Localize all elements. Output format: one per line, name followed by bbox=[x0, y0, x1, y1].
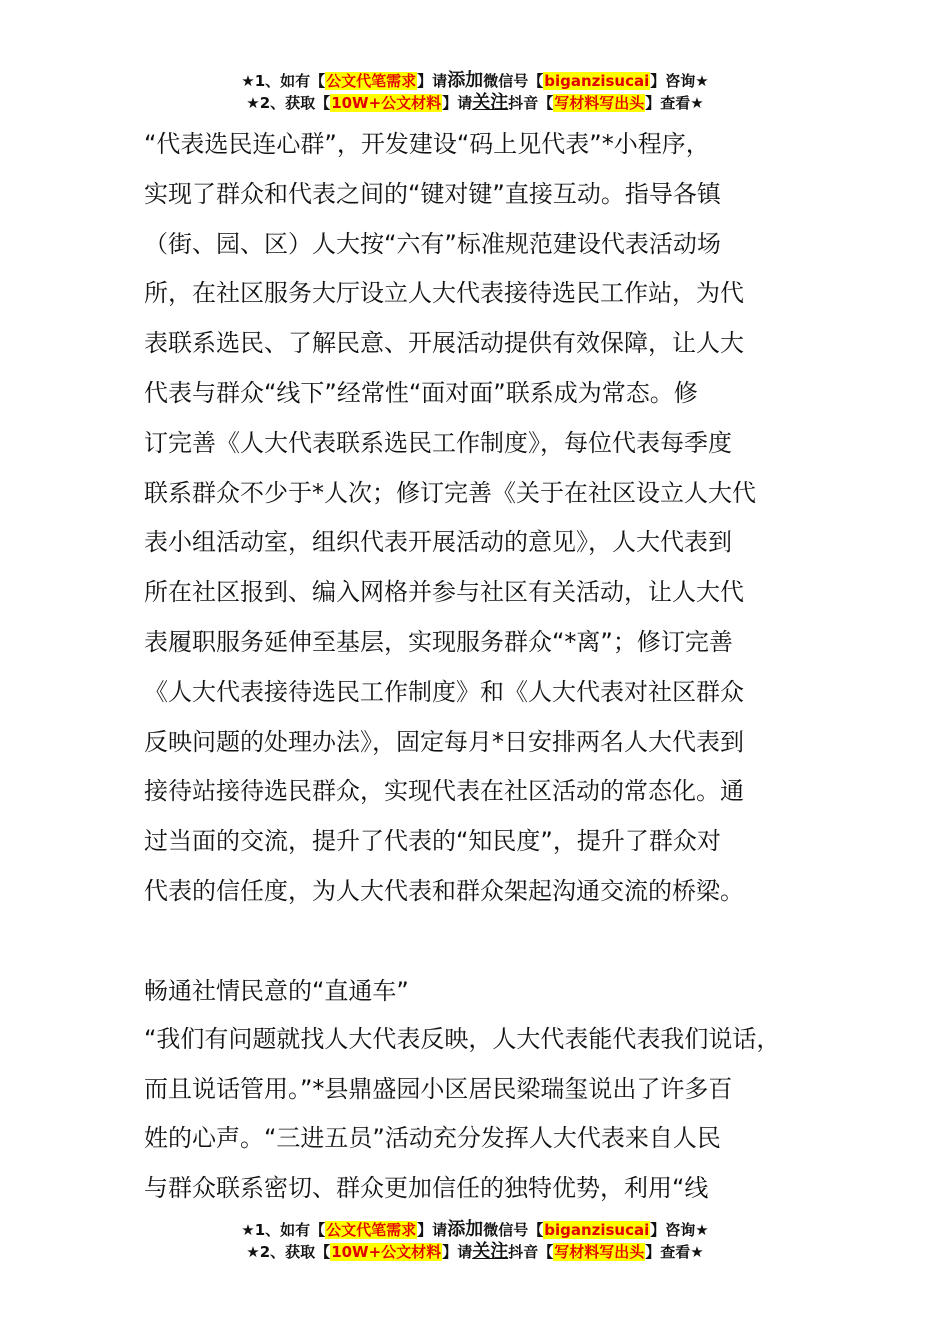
banner-text: 2、获取【 bbox=[259, 1243, 331, 1261]
banner-line-2 bbox=[0, 1241, 950, 1263]
banner-text-follow: 关注 bbox=[472, 1241, 509, 1262]
banner-text-follow: 关注 bbox=[472, 92, 509, 113]
text-line: 而且说话管用。”*县鼎盛园小区居民梁瑞玺说出了许多百 bbox=[144, 1074, 733, 1103]
banner-text: 】请 bbox=[417, 72, 448, 90]
text-line: 过当面的交流，提升了代表的“知民度”，提升了群众对 bbox=[144, 827, 721, 856]
paragraph-2 bbox=[144, 1015, 844, 1214]
star-icon: ★ bbox=[241, 72, 255, 90]
banner-text: 微信号【 bbox=[483, 72, 544, 90]
banner-text: 】请 bbox=[417, 1221, 448, 1239]
text-line: 姓的心声。“三进五员”活动充分发挥人大代表来自人民 bbox=[144, 1124, 721, 1153]
highlight-service: 公文代笔需求 bbox=[326, 72, 417, 90]
banner-line-1 bbox=[0, 70, 950, 92]
text-line: 反映问题的处理办法》，固定每月*日安排两名人大代表到 bbox=[144, 727, 744, 756]
banner-text: 】咨询 bbox=[650, 72, 696, 90]
text-line: 表小组活动室，组织代表开展活动的意见》，人大代表到 bbox=[144, 528, 732, 557]
document-body bbox=[144, 120, 844, 1214]
header-banner bbox=[0, 70, 950, 114]
highlight-service: 公文代笔需求 bbox=[326, 1221, 417, 1239]
highlight-wechat-id: biganzisucai bbox=[544, 72, 650, 90]
star-icon: ★ bbox=[690, 1243, 704, 1261]
text-line: “代表选民连心群”，开发建设“码上见代表”*小程序， bbox=[144, 130, 710, 158]
star-icon: ★ bbox=[690, 94, 704, 112]
banner-text: 1、如有【 bbox=[254, 72, 326, 90]
banner-line-1 bbox=[0, 1219, 950, 1241]
banner-text: 】查看 bbox=[645, 1243, 691, 1261]
highlight-materials: 10W+公文材料 bbox=[331, 94, 442, 112]
banner-text: 】咨询 bbox=[650, 1221, 696, 1239]
text-line: 与群众联系密切、群众更加信任的独特优势，利用“线 bbox=[144, 1174, 709, 1203]
highlight-douyin-account: 写材料写出头 bbox=[554, 94, 645, 112]
banner-text: 微信号【 bbox=[483, 1221, 544, 1239]
highlight-douyin-account: 写材料写出头 bbox=[554, 1243, 645, 1261]
banner-text-add: 添加 bbox=[447, 70, 484, 91]
text-line: （街、园、区）人大按“六有”标准规范建设代表活动场 bbox=[144, 229, 721, 258]
highlight-wechat-id: biganzisucai bbox=[544, 1221, 650, 1239]
text-line: 接待站接待选民群众，实现代表在社区活动的常态化。通 bbox=[144, 777, 744, 806]
banner-text: 】请 bbox=[442, 94, 473, 112]
banner-text: 1、如有【 bbox=[254, 1221, 326, 1239]
star-icon: ★ bbox=[241, 1221, 255, 1239]
text-line: 代表与群众“线下”经常性“面对面”联系成为常态。修 bbox=[144, 378, 698, 407]
banner-text: 】请 bbox=[442, 1243, 473, 1261]
banner-text: 抖音【 bbox=[508, 1243, 554, 1261]
paragraph-spacer bbox=[144, 917, 844, 967]
banner-text: 抖音【 bbox=[508, 94, 554, 112]
highlight-materials: 10W+公文材料 bbox=[331, 1243, 442, 1261]
banner-text: 2、获取【 bbox=[259, 94, 331, 112]
star-icon: ★ bbox=[695, 1221, 709, 1239]
text-line: 实现了群众和代表之间的“键对键”直接互动。指导各镇 bbox=[144, 179, 721, 208]
text-line: 表联系选民、了解民意、开展活动提供有效保障，让人大 bbox=[144, 329, 744, 358]
paragraph-1 bbox=[144, 120, 844, 917]
star-icon: ★ bbox=[695, 72, 709, 90]
text-line: 代表的信任度，为人大代表和群众架起沟通交流的桥梁。 bbox=[144, 876, 744, 905]
text-line: “我们有问题就找人大代表反映，人大代表能代表我们说话， bbox=[144, 1024, 781, 1053]
section-heading: 畅通社情民意的“直通车” bbox=[144, 976, 409, 1005]
banner-line-2 bbox=[0, 92, 950, 114]
text-line: 所在社区报到、编入网格并参与社区有关活动，让人大代 bbox=[144, 578, 744, 607]
star-icon: ★ bbox=[246, 94, 260, 112]
text-line: 订完善《人大代表联系选民工作制度》，每位代表每季度 bbox=[144, 428, 732, 457]
banner-text: 】查看 bbox=[645, 94, 691, 112]
text-line: 表履职服务延伸至基层，实现服务群众“*离”；修订完善 bbox=[144, 627, 733, 656]
text-line: 《人大代表接待选民工作制度》和《人大代表对社区群众 bbox=[144, 677, 744, 706]
text-line: 所，在社区服务大厅设立人大代表接待选民工作站，为代 bbox=[144, 279, 744, 308]
text-line: 联系群众不少于*人次；修订完善《关于在社区设立人大代 bbox=[144, 478, 756, 507]
footer-banner bbox=[0, 1219, 950, 1263]
star-icon: ★ bbox=[246, 1243, 260, 1261]
banner-text-add: 添加 bbox=[447, 1219, 484, 1240]
